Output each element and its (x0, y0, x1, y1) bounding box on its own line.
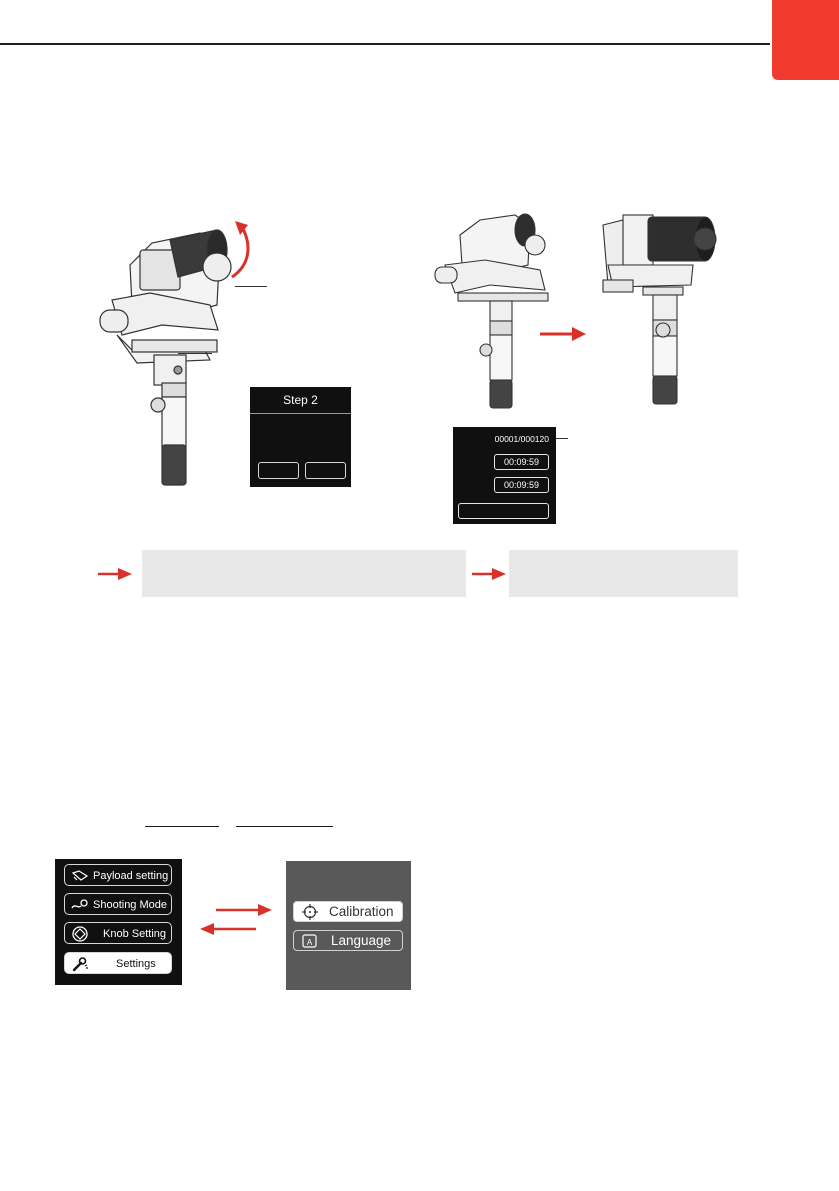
step-left-button[interactable] (258, 462, 299, 479)
header-rule (0, 43, 770, 45)
note-box (509, 550, 738, 597)
main-menu-screen (55, 859, 182, 985)
menu-item-language[interactable]: A Language (293, 930, 403, 951)
menu-item-settings[interactable]: Settings (64, 952, 172, 974)
settings-submenu-screen (286, 861, 411, 990)
menu-item-payload-setting[interactable]: Payload setting (64, 864, 172, 886)
shot-counter: 00001/000120 (494, 434, 549, 444)
chapter-tab (772, 0, 839, 80)
step-title: Step 2 (250, 387, 351, 414)
note-box (142, 550, 466, 597)
menu-item-calibration[interactable]: Calibration (293, 901, 403, 922)
leader-line (556, 438, 568, 439)
swap-arrows-icon (196, 903, 276, 937)
interval-time-field[interactable]: 00:09:59 (494, 454, 549, 470)
timelapse-screen (453, 427, 556, 524)
shooting-mode-icon (71, 897, 89, 913)
arrow-right-icon (472, 567, 506, 581)
arrow-right-icon (98, 567, 132, 581)
underline (236, 826, 333, 827)
language-icon (302, 933, 318, 949)
step-right-button[interactable] (305, 462, 346, 479)
step-screen (250, 387, 351, 487)
menu-item-shooting-mode[interactable]: Shooting Mode (64, 893, 172, 915)
wrench-icon (71, 956, 89, 972)
gimbal-after-illustration (593, 205, 723, 410)
arrow-right-icon (540, 326, 586, 342)
camera-payload-icon (71, 868, 89, 884)
gimbal-before-illustration (430, 205, 560, 415)
leader-line (235, 286, 267, 287)
duration-time-field[interactable]: 00:09:59 (494, 477, 549, 493)
knob-icon (71, 926, 89, 942)
crosshair-icon (302, 904, 318, 920)
menu-item-knob-setting[interactable]: Knob Setting (64, 922, 172, 944)
timelapse-progress-bar (458, 503, 549, 519)
svg-text:A: A (306, 938, 313, 947)
leader-line (178, 353, 212, 354)
underline (145, 826, 219, 827)
